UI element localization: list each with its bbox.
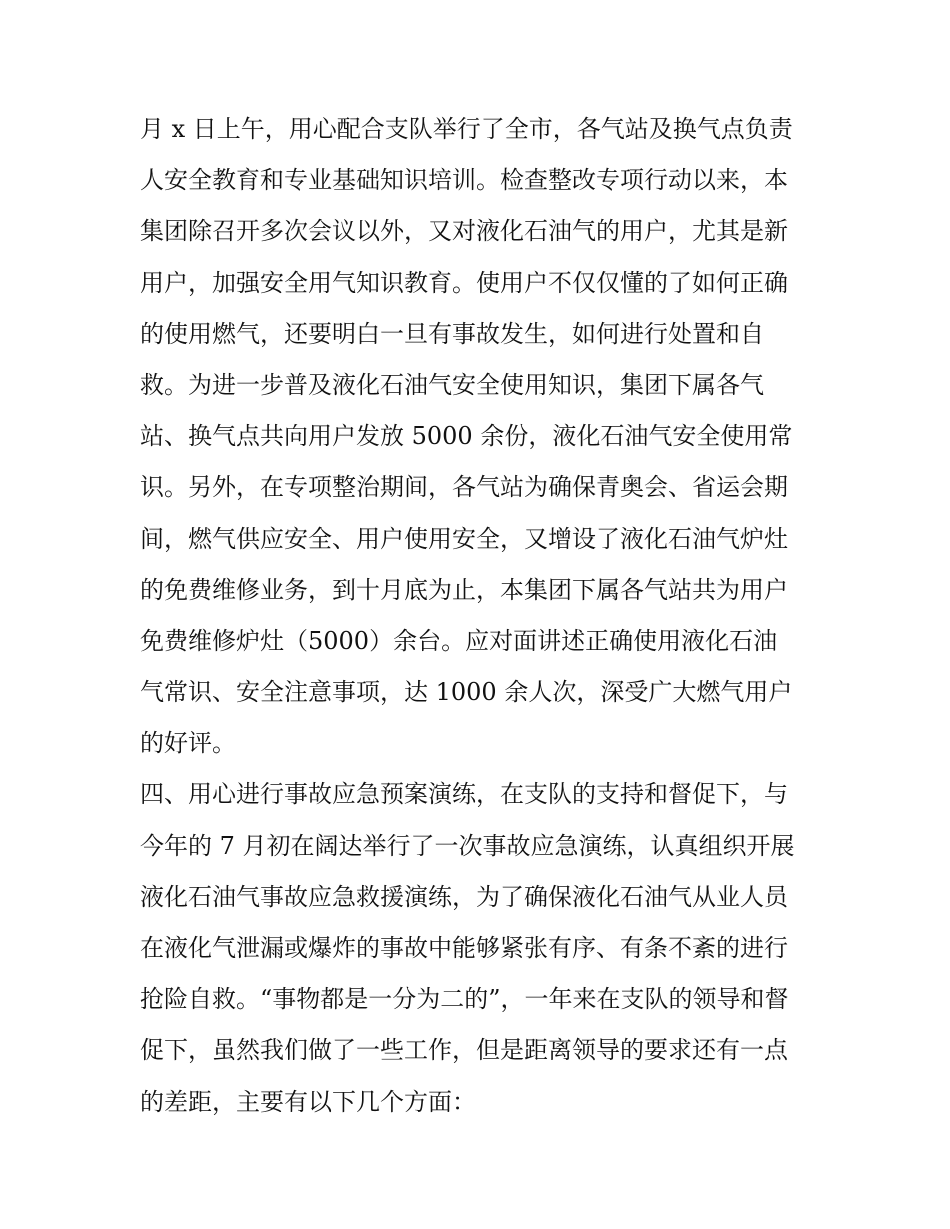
text-line: 免费维修炉灶（5000）余台。应对面讲述正确使用液化石油 [140,626,778,655]
text-line: 识。另外，在专项整治期间，各气站为确保青奥会、省运会期 [140,473,788,502]
text-line: 的差距，主要有以下几个方面： [140,1087,476,1116]
body-text [140,104,820,1128]
text-line: 人安全教育和专业基础知识培训。检查整改专项行动以来，本 [140,166,788,195]
text-line: 间，燃气供应安全、用户使用安全，又增设了液化石油气炉灶 [140,524,788,553]
text-line: 抢险自救。“事物都是一分为二的”，一年来在支队的领导和督 [140,985,789,1014]
text-line: 月 x 日上午，用心配合支队举行了全市，各气站及换气点负责 [140,115,793,143]
text-line: 的好评。 [140,729,236,758]
text-line: 液化石油气事故应急救援演练，为了确保液化石油气从业人员 [140,882,788,911]
text-line: 今年的 7 月初在阔达举行了一次事故应急演练，认真组织开展 [140,831,795,860]
text-line: 四、用心进行事故应急预案演练，在支队的支持和督促下，与 [140,780,788,809]
text-line: 救。为进一步普及液化石油气安全使用知识，集团下属各气 [140,370,764,399]
text-line: 在液化气泄漏或爆炸的事故中能够紧张有序、有条不紊的进行 [140,934,788,962]
text-line: 促下，虽然我们做了一些工作，但是距离领导的要求还有一点 [140,1036,788,1065]
text-line: 的使用燃气，还要明白一旦有事故发生，如何进行处置和自 [140,319,764,348]
text-line: 用户，加强安全用气知识教育。使用户不仅仅懂的了如何正确 [140,268,788,297]
text-line: 气常识、安全注意事项，达 1000 余人次，深受广大燃气用户 [140,678,793,707]
text-line: 集团除召开多次会议以外，又对液化石油气的用户，尤其是新 [140,217,788,246]
text-line: 站、换气点共向用户发放 5000 余份，液化石油气安全使用常 [140,422,793,451]
text-line: 的免费维修业务，到十月底为止，本集团下属各气站共为用户 [140,575,788,604]
